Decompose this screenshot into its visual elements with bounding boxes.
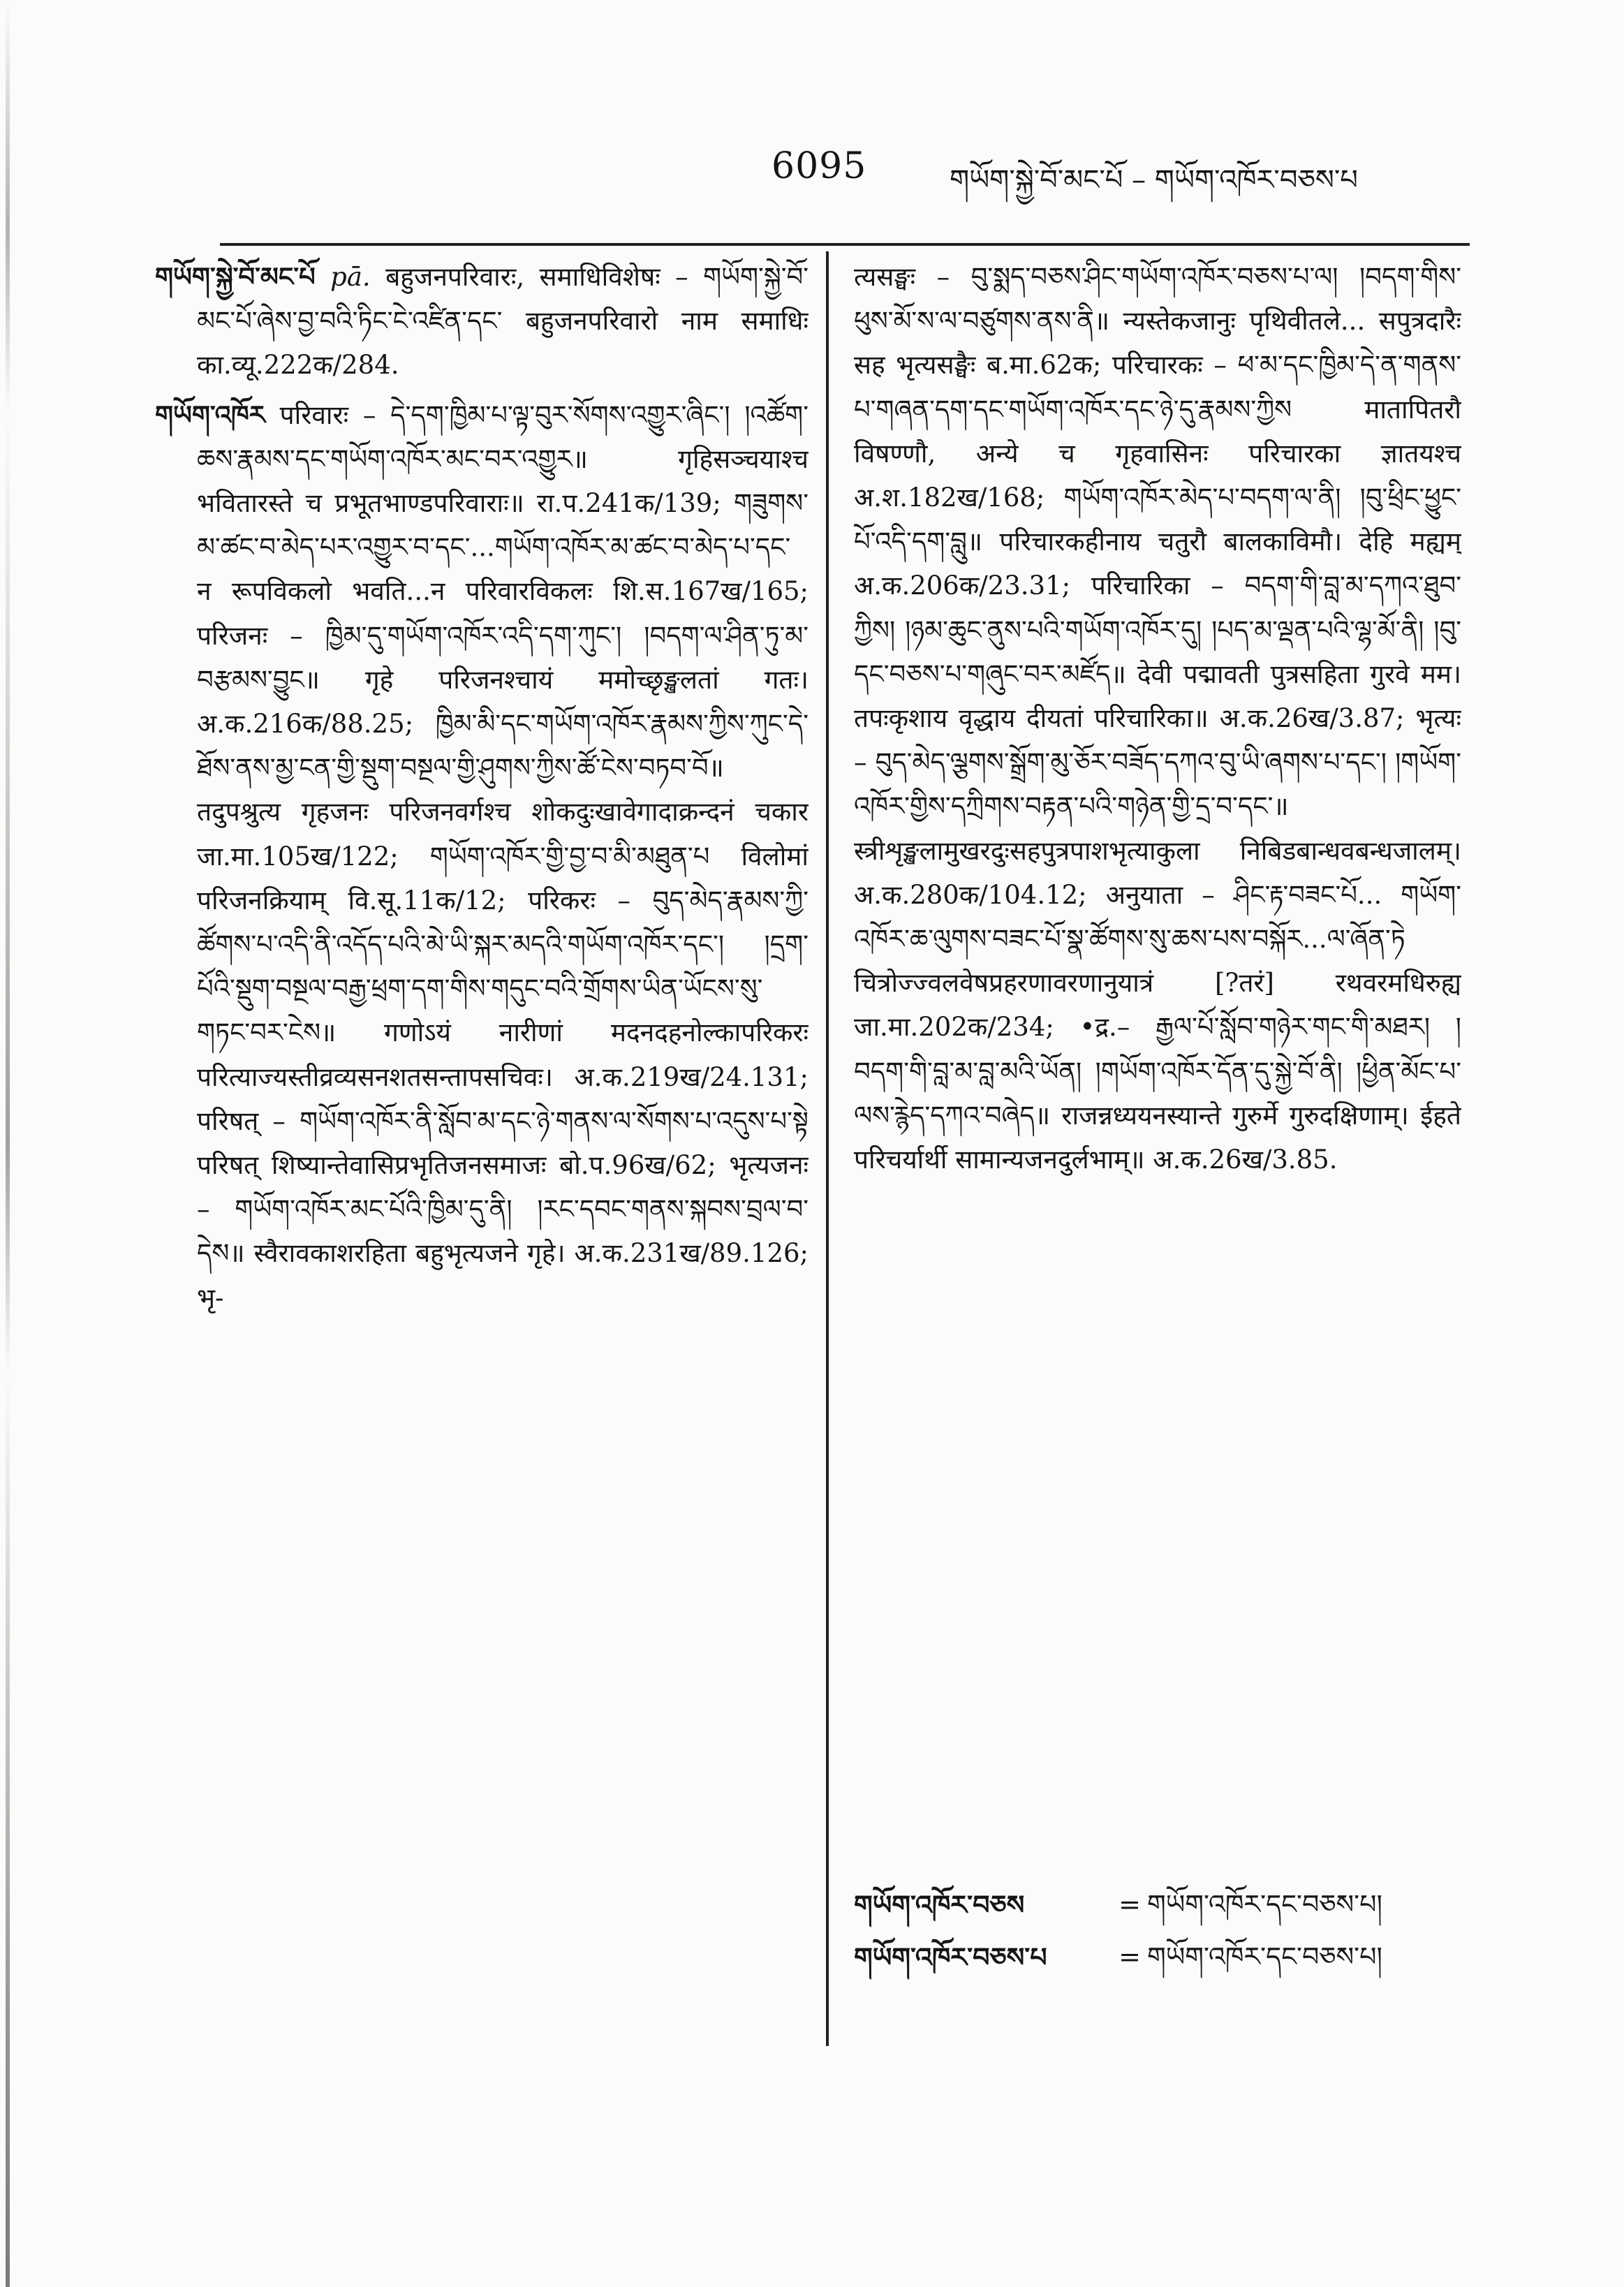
xref-term: གཡོག་འཁོར་བཅས་པ [854,1941,1047,1973]
equals-sign: = [1119,1941,1141,1972]
entry-headword: གཡོག་སྐྱེ་བོ་མང་པོ [155,261,316,292]
entry-headword: གཡོག་འཁོར [155,399,265,430]
dictionary-entry [155,393,809,1320]
part-of-speech: pā. [330,262,371,292]
right-column [854,255,1461,1868]
scan-edge-shadow [6,0,10,2287]
entry-continuation [854,255,1461,1182]
page-number: 6095 [772,145,867,187]
xref-target: གཡོག་འཁོར་དང་བཅས་པ། [1147,1941,1382,1972]
dictionary-entry [155,255,809,388]
entry-body: परिवारः – དེ་དག་ཁྱིམ་པ་ལྟ་བུར་སོགས་འགྱུར་ཞིང་། །འཚོག་ཆས་རྣམས་དང་གཡོག་འཁོར་མང་བར་འགྱུར॥ गृहिसञ्चयाश्च भवितारस्ते च प्रभूतभाण्डपरिवाराः॥ रा.प.241क/139; གཟུགས་མ་ཚང་བ་མེད་པར་འགྱུར་བ་དང་...གཡོག་འཁོར་མ་ཚང་བ་མེད་པ་དང་ न रूपविकलो भवति...न परिवारविकलः शि.स.167ख/165; परिजनः – ཁྱིམ་དུ་གཡོག་འཁོར་འདི་དག་ཀུང་། །བདག་ལ་ཤིན་ཏུ་མ་བརྩམས་བྱུང॥ गृहे परिजनश्चायं ममोच्छृङ्खलतां गतः। अ.क.216क/88.25; ཁྱིམ་མི་དང་གཡོག་འཁོར་རྣམས་ཀྱིས་ཀུང་དེ་ཐོས་ནས་མྱ་ངན་གྱི་སྡུག་བསྔལ་གྱི་ཤུགས་ཀྱིས་ཚོ་ངེས་བཏབ་བོ॥ तदुपश्रुत्य गृहजनः परिजनवर्गश्च शोकदुःखावेगादाक्रन्दनं चकार जा.मा.105ख/122; གཡོག་འཁོར་གྱི་བྱ་བ་མི་མཐུན་པ विलोमां परिजनक्रियाम् वि.सू.11क/12; परिकरः – བུད་མེད་རྣམས་ཀྱི་ཚོགས་པ་འདི་ནི་འདོད་པའི་མེ་ཡི་སྐར་མདའི་གཡོག་འཁོར་དང་། །དྲག་པོའི་སྡུག་བསྔལ་བརྒྱ་ཕྲག་དག་གིས་གདུང་བའི་གྲོགས་ཡིན་ཡོངས་སུ་གཏང་བར་ངེས॥ गणोऽयं नारीणां मदनदहनोल्कापरिकरः परित्याज्यस्तीव्रव्यसनशतसन्तापसचिवः। अ.क.219ख/24.131; परिषत् – གཡོག་འཁོར་ནི་སློབ་མ་དང་ཉེ་གནས་ལ་སོགས་པ་འདུས་པ་སྟེ परिषत् शिष्यान्तेवासिप्रभृतिजनसमाजः बो.प.96ख/62; भृत्यजनः – གཡོག་འཁོར་མང་པོའི་ཁྱིམ་དུ་ནི། །རང་དབང་གནས་སྐབས་བྲལ་བ་དེས॥ स्वैरावकाशरहिता बहुभृत्यजने गृहे। अ.क.231ख/89.126; भृ- [197,399,809,1313]
cross-reference-list [854,1878,1468,1983]
equals-sign: = [1119,1889,1141,1920]
cross-reference-row [854,1931,1468,1983]
header-rule [220,243,1470,246]
running-head: གཡོག་སྐྱེ་བོ་མང་པོ – གཡོག་འཁོར་བཅས་པ [950,164,1358,196]
left-column [155,255,809,2057]
column-divider [826,251,829,2046]
xref-target: གཡོག་འཁོར་དང་བཅས་པ། [1147,1889,1382,1920]
cross-reference-row [854,1878,1468,1931]
entry-body: त्यसङ्घः – བུ་སྨད་བཅས་ཤིང་གཡོག་འཁོར་བཅས་པ་ལ། །བདག་གིས་ཕུས་མོ་ས་ལ་བཙུགས་ནས་ནི॥ न्यस्तेकजानुः पृथिवीतले... सपुत्रदारैः सह भृत्यसङ्घैः ब.मा.62क; परिचारकः – ཕ་མ་དང་ཁྱིམ་དེ་ན་གནས་པ་གཞན་དག་དང་གཡོག་འཁོར་དང་ཉེ་དུ་རྣམས་ཀྱིས मातापितरौ विषण्णौ, अन्ये च गृहवासिनः परिचारका ज्ञातयश्च अ.श.182ख/168; གཡོག་འཁོར་མེད་པ་བདག་ལ་ནི། །བུ་ཕྲིང་ཕྱུང་པོ་འདི་དག་བླུ॥ परिचारकहीनाय चतुरौ बालकाविमौ। देहि मह्यम् अ.क.206क/23.31; परिचारिका – བདག་གི་བླ་མ་དཀའ་ཐུབ་ཀྱིས། །ཉམ་ཆུང་ནུས་པའི་གཡོག་འཁོར་དུ། །པད་མ་ལྡན་པའི་ལྷ་མོ་ནི། །བུ་དང་བཅས་པ་གཞུང་བར་མཛོད॥ देवी पद्मावती पुत्रसहिता गुरवे मम। तपःकृशाय वृद्धाय दीयतां परिचारिका॥ अ.क.26ख/3.87; भृत्यः – བུད་མེད་ལྕགས་སྒྲོག་མུ་ཅོར་བཟོད་དཀའ་བུ་ཡི་ཞགས་པ་དང་། །གཡོག་འཁོར་གྱིས་དཀྲིགས་བརྟན་པའི་གཉེན་གྱི་དྲ་བ་དང་॥ स्त्रीशृङ्खलामुखरदुःसहपुत्रपाशभृत्याकुला निबिडबान्धवबन्धजालम्। अ.क.280क/104.12; अनुयाता – ཤིང་རྟ་བཟང་པོ... གཡོག་འཁོར་ཆ་ལུགས་བཟང་པོ་སྣ་ཚོགས་སུ་ཆས་པས་བསྐོར...ལ་ཞོན་ཏེ चित्रोज्ज्वलवेषप्रहरणावरणानुयात्रं [?तरं] रथवरमधिरुह्य जा.मा.202क/234; •द्र.– རྒྱལ་པོ་སློབ་གཉེར་གང་གི་མཐར། །བདག་གི་བླ་མ་བླ་མའི་ཡོན། །གཡོག་འཁོར་དོན་དུ་སྐྱེ་བོ་ནི། །ཕྱིན་མོང་པ་ལས་རྙེད་དཀའ་བཞེད॥ राजन्नध्ययनस्यान्ते गुरुर्मे गुरुदक्षिणाम्। ईहते परिचर्यार्थी सामान्यजनदुर्लभाम्॥ अ.क.26ख/3.85. [854,262,1461,1175]
xref-term: གཡོག་འཁོར་བཅས [854,1889,1025,1920]
entry-body: बहुजनपरिवारः, समाधिविशेषः – གཡོག་སྐྱེ་བོ་མང་པོ་ཞེས་བྱ་བའི་ཏིང་ངེ་འཛིན་དང་ बहुजनपरिवारो नाम समाधिः का.व्यू.222क/284. [197,262,809,381]
